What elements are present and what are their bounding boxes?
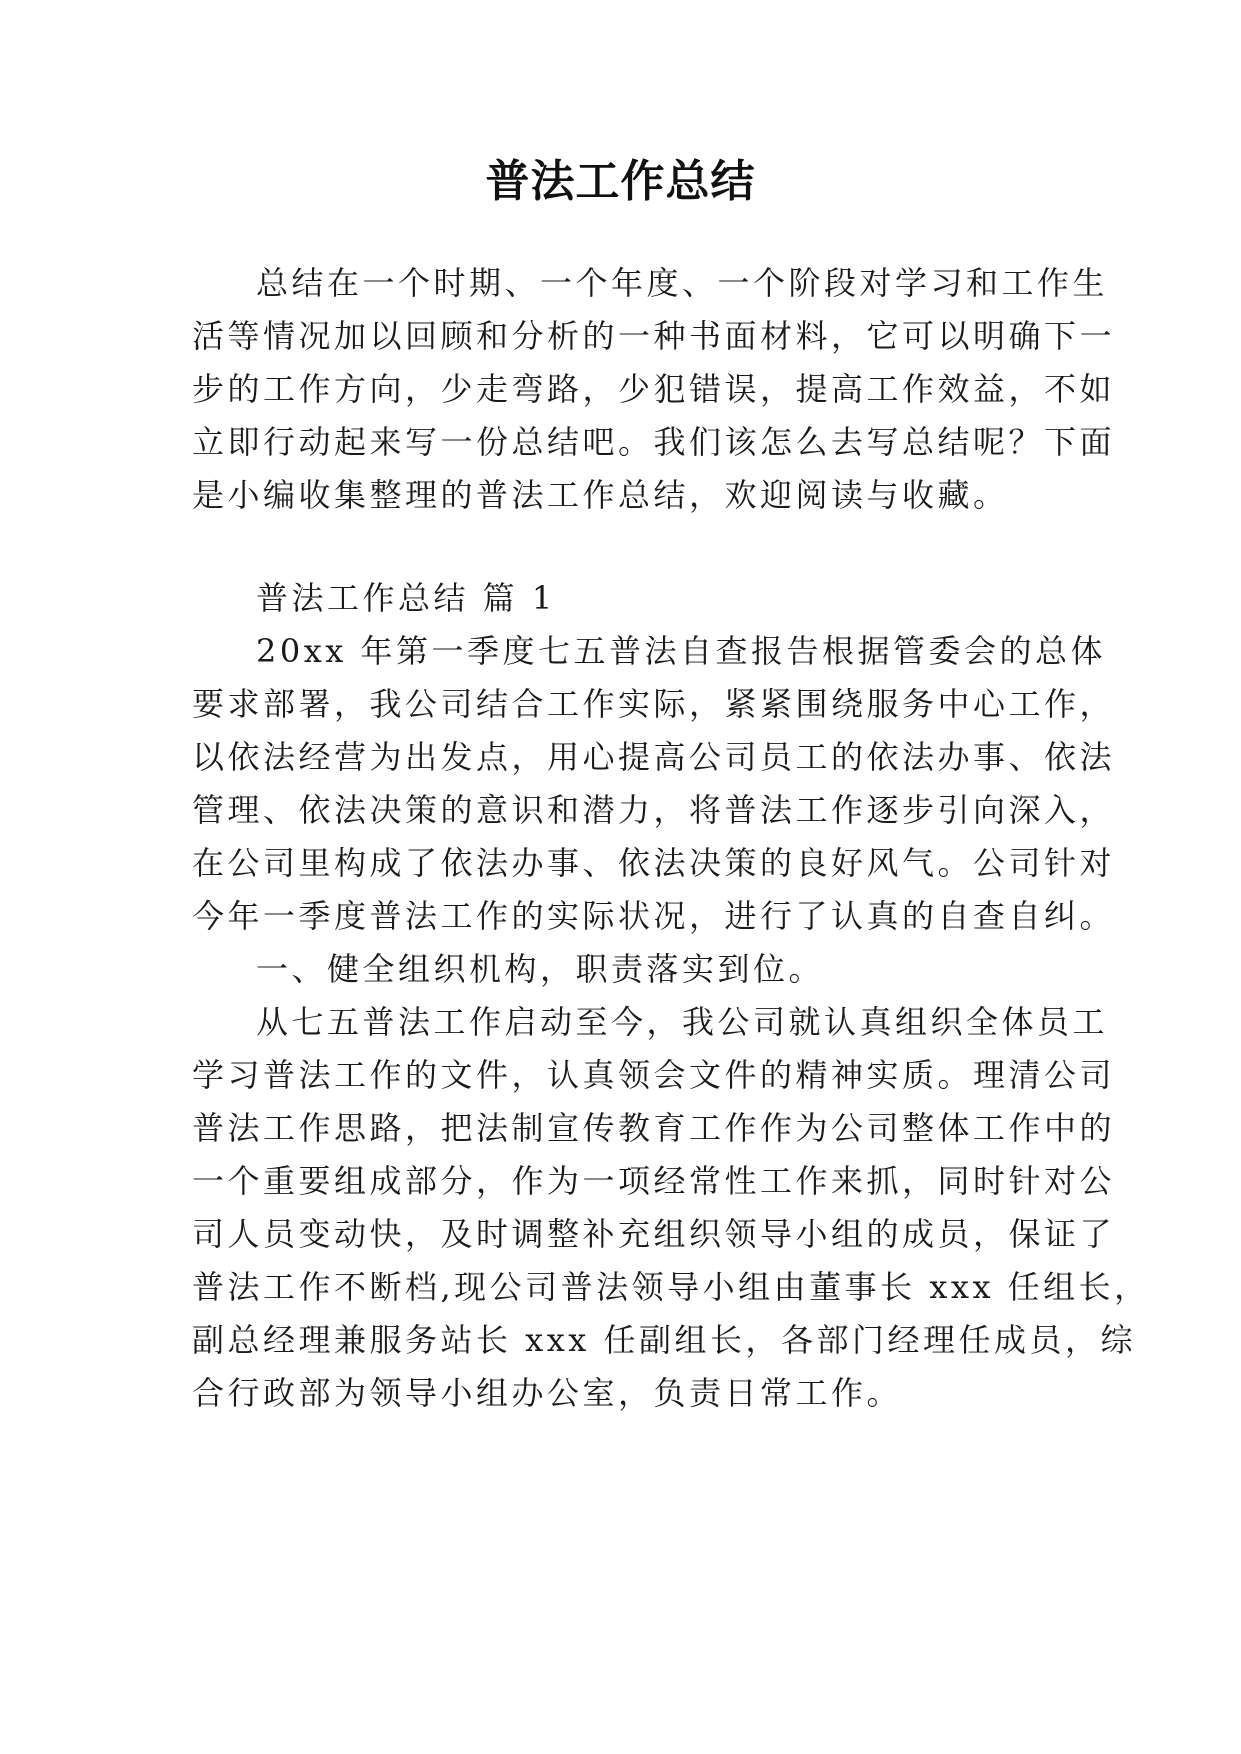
intro-line: 立即行动起来写一份总结吧。我们该怎么去写总结呢？下面 bbox=[192, 423, 1116, 461]
body-line: 普法工作不断档,现公司普法领导小组由董事长 xxx 任组长， bbox=[192, 1268, 1150, 1306]
intro-line: 是小编收集整理的普法工作总结，欢迎阅读与收藏。 bbox=[192, 476, 1009, 514]
body-line: 在公司里构成了依法办事、依法决策的良好风气。公司针对 bbox=[192, 844, 1116, 882]
body-line: 以依法经营为出发点，用心提高公司员工的依法办事、依法 bbox=[192, 738, 1116, 776]
intro-line: 活等情况加以回顾和分析的一种书面材料，它可以明确下一 bbox=[192, 317, 1116, 355]
body-line: 今年一季度普法工作的实际状况，进行了认真的自查自纠。 bbox=[192, 897, 1116, 935]
body-line: 要求部署，我公司结合工作实际，紧紧围绕服务中心工作， bbox=[192, 685, 1116, 723]
body-line: 一个重要组成部分，作为一项经常性工作来抓，同时针对公 bbox=[192, 1162, 1116, 1200]
body-line: 从七五普法工作启动至今，我公司就认真组织全体员工 bbox=[256, 1003, 1109, 1041]
document-title: 普法工作总结 bbox=[485, 156, 756, 207]
intro-line: 总结在一个时期、一个年度、一个阶段对学习和工作生 bbox=[256, 264, 1109, 302]
section-heading: 普法工作总结 篇 1 bbox=[256, 579, 556, 617]
body-line: 管理、依法决策的意识和潜力，将普法工作逐步引向深入， bbox=[192, 791, 1116, 829]
subsection-heading: 一、健全组织机构，职责落实到位。 bbox=[256, 950, 825, 988]
body-line: 普法工作思路，把法制宣传教育工作作为公司整体工作中的 bbox=[192, 1109, 1116, 1147]
body-line: 合行政部为领导小组办公室，负责日常工作。 bbox=[192, 1374, 903, 1412]
body-line: 20xx 年第一季度七五普法自查报告根据管委会的总体 bbox=[256, 632, 1106, 670]
body-line: 司人员变动快，及时调整补充组织领导小组的成员，保证了 bbox=[192, 1215, 1116, 1253]
body-line: 学习普法工作的文件，认真领会文件的精神实质。理清公司 bbox=[192, 1056, 1116, 1094]
intro-line: 步的工作方向，少走弯路，少犯错误，提高工作效益，不如 bbox=[192, 370, 1116, 408]
body-line: 副总经理兼服务站长 xxx 任副组长，各部门经理任成员，综 bbox=[192, 1321, 1136, 1359]
